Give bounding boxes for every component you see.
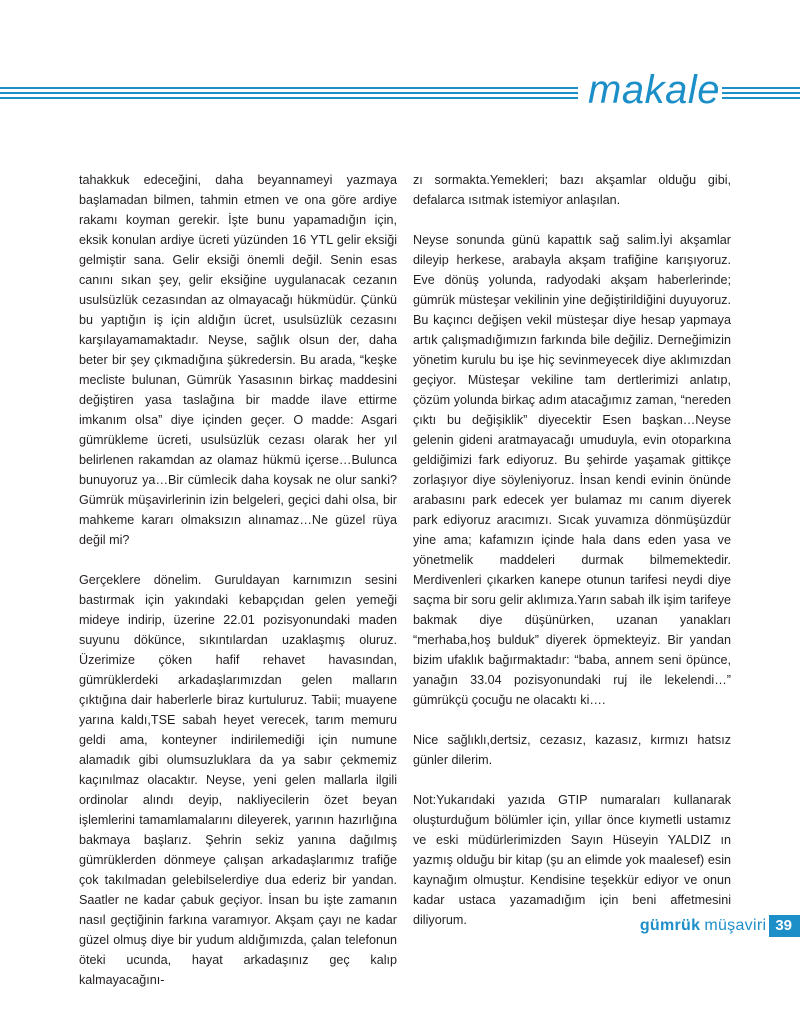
header-rule-right	[722, 87, 800, 99]
section-title: makale	[588, 68, 720, 112]
paragraph: Not:Yukarıdaki yazıda GTIP numaraları kullanarak oluşturduğum bölümler için, yıllar önce kıymetli ustamız ve eski müdürlerimizden Sayın Hüseyin YALDIZ ın yazmış olduğu bir kitap (şu an elimde yok maalesef) esin kaynağım olmuştur. Kendisine teşekkür ediyor ve onun kadar ustaca yazamadığım için beni affetmesini diliyorum.	[413, 793, 731, 927]
paragraph: Nice sağlıklı,dertsiz, cezasız, kazasız, kırmızı hatsız günler dilerim.	[413, 733, 731, 767]
paragraph: Neyse sonunda günü kapattık sağ salim.İyi akşamlar dileyip herkese, arabayla akşam trafiğine karışıyoruz. Eve dönüş yolunda, radyodaki akşam haberlerinde; gümrük müsteşar vekilinin yine değiştirildiğini duyuyoruz. Bu kaçıncı değişen vekil müsteşar diye hesap yapmaya artık çalışmadığımızın farkında bile değiliz. Derneğimizin yönetim kurulu bu işe hiç sevinmeyecek diye aklımızdan geçiyor. Müsteşar vekiline tam dertlerimizi anlatıp, çözüm yolunda birkaç adım atacağımız zaman, “nereden çıktı bu değişiklik” diyecektir Esen başkan…Neyse gelenin gideni aratmayacağı umuduyla, evin otoparkına geldiğimizi fark ediyoruz. Bu şehirde yaşamak gittikçe zorlaşıyor diye söyleniyoruz. İnsan kendi evinin önünde arabasını park edecek yer bulamaz mı canım diyerek park ediyoruz aracımızı. Sıcak yuvamıza dönmüşüzdür yine ama; kafamızın içinde hala dans eden yasa ve yönetmelik maddeleri durmak bilmemektedir. Merdivenleri çıkarken kanepe otunun tarifesi neydi diye saçma bir soru gelir aklımıza.Yarın sabah ilk işim tarifeye bakmak diye düşünürken, uzanan yanakları “merhaba,hoş bulduk” diyerek öpmekteyiz. Bir yandan bizim ufaklık bağırmaktadır: “baba, annem seni öpünce, yanağın 33.04 pozisyonundaki ruj ile lekelendi…” gümrükçü çocuğu ne olacaktı ki….	[413, 233, 731, 707]
page-number: 39	[769, 915, 800, 937]
paragraph: zı sormakta.Yemekleri; bazı akşamlar olduğu gibi, defalarca ısıtmak istemiyor anlaşılan.	[413, 173, 731, 207]
magazine-name-light: müşaviri	[704, 917, 767, 934]
article-column-left	[79, 170, 397, 1010]
magazine-name-bold: gümrük	[639, 917, 701, 934]
article-column-right	[413, 170, 731, 950]
paragraph: tahakkuk edeceğini, daha beyannameyi yazmaya başlamadan bilmen, tahmin etmen ve ona göre ardiye rakamı koyman gerekir. İşte bunu yapamadığın için, eksik konulan ardiye ücreti yüzünden 16 YTL gelir eksiği gelmiştir sana. Gelir eksiği önemli değil. Senin esas canını sıkan şey, gelir eksiğine uygulanacak cezanın usulsüzlük cezasından az olmayacağı hükmüdür. Çünkü bu yaptığın iş için aldığın ücret, usulsüzlük cezasını karşılayamamaktadır. Neyse, sağlık olsun der, daha beter bir şey çıkmadığına şükredersin. Bu arada, “keşke mecliste bulunan, Gümrük Yasasının birkaç maddesini değiştiren yasa taslağına bir madde ilave ettirme imkanım olsa” diye içinden geçer. O madde: Asgari gümrükleme ücreti, usulsüzlük cezası olarak her yıl belirlenen rakamdan az olamaz hükmü içerse…Bulunca bunuyoruz ya…Bir cümlecik daha koysak ne olur sanki? Gümrük müşavirlerinin izin belgeleri, geçici dahi olsa, bir mahkeme kararı olmaksızın alınamaz…Ne güzel rüya değil mi?	[79, 173, 397, 547]
paragraph: Gerçeklere dönelim. Guruldayan karnımızın sesini bastırmak için yakındaki kebapçıdan gelen yemeği mideye indirip, üzerine 22.01 pozisyonundaki maden suyunu dökünce, sıkıntılardan uzaklaşmış oluruz. Üzerimize çöken hafif rehavet havasından, gümrüklerdeki arkadaşlarımızdan gelen malların çıktığına dair haberlerle biraz kurtuluruz. Tabii; muayene yarına kaldı,TSE sabah heyet verecek, tarım memuru geldi ama, konteyner indirilemediği için numune alamadık gibi olumsuzluklara da ya sabır çekmemiz kaçınılmaz olacaktır. Neyse, yeni gelen mallarla ilgili ordinolar alındı deyip, nakliyecilerin özet beyan işlemlerini tamamlamalarını dileyerek, yarının hazırlığına bakmaya başlarız. Şehrin sekiz yanına dağılmış gümrüklerden dönmeye çalışan arkadaşlarımız trafiğe çok takılmadan gelebilselerdiye dua ederiz bir yandan. Saatler ne kadar çabuk geçiyor. İnsan bu işte zamanın nasıl geçtiğinin farkına varamıyor. Akşam çayı ne kadar güzel olmuş diye bir yudum aldığımızda, çalan telefonun öteki ucunda, hayat arkadaşınız geç kalıp kalmayacağını-	[79, 573, 397, 987]
header-rule-left	[0, 87, 578, 99]
page-footer	[640, 915, 800, 937]
